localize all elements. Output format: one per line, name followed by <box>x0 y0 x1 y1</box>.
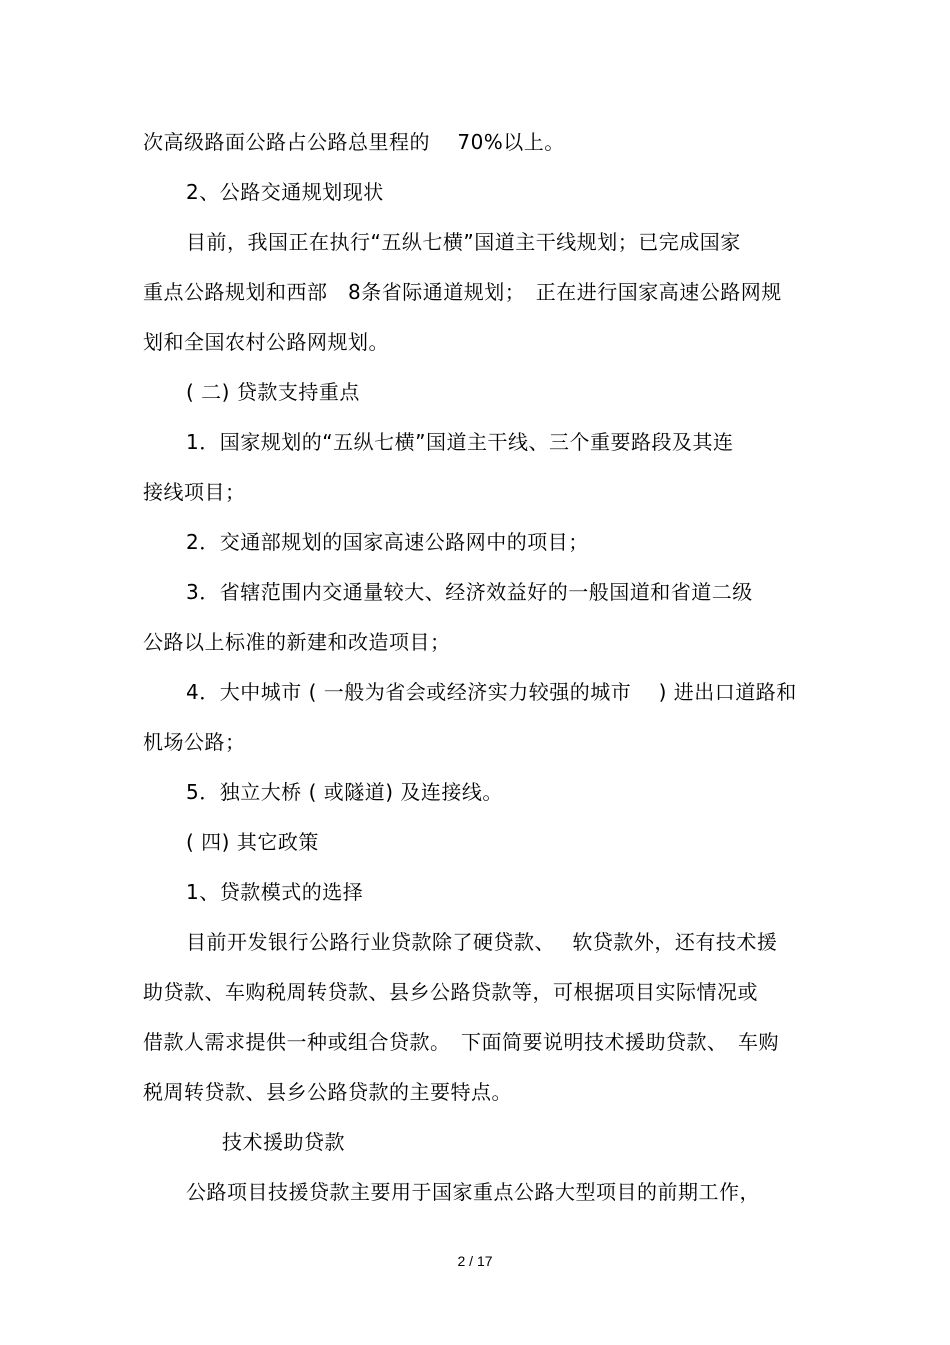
list-item: 5．独立大桥 ( 或隧道) 及连接线。 <box>186 780 503 804</box>
page-number: 2 / 17 <box>457 1253 493 1269</box>
section-heading: 1、贷款模式的选择 <box>186 880 364 904</box>
body-text-line: 目前，我国正在执行“五纵七横”国道主干线规划；已完成国家 <box>186 230 741 254</box>
body-text-line: 重点公路规划和西部 8条省际通道规划； 正在进行国家高速公路网规 <box>143 280 782 304</box>
list-item: 3．省辖范围内交通量较大、经济效益好的一般国道和省道二级 <box>186 580 753 604</box>
list-item: 1．国家规划的“五纵七横”国道主干线、三个重要路段及其连 <box>186 430 734 454</box>
list-item-continuation: 机场公路； <box>143 730 246 754</box>
list-item-continuation: 接线项目； <box>143 480 246 504</box>
body-text-line: 税周转贷款、县乡公路贷款的主要特点。 <box>143 1080 512 1104</box>
body-text-line: 目前开发银行公路行业贷款除了硬贷款、 软贷款外，还有技术援 <box>186 930 778 954</box>
section-heading: ( 二) 贷款支持重点 <box>186 380 360 404</box>
section-heading: ( 四) 其它政策 <box>186 830 319 854</box>
list-item: 4．大中城市 ( 一般为省会或经济实力较强的城市 ) 进出口道路和 <box>186 680 797 704</box>
subsection-heading: 技术援助贷款 <box>222 1130 345 1154</box>
body-text-line: 助贷款、车购税周转贷款、县乡公路贷款等，可根据项目实际情况或 <box>143 980 758 1004</box>
body-text-line: 借款人需求提供一种或组合贷款。 下面简要说明技术援助贷款、 车购 <box>143 1030 779 1054</box>
body-text-line: 次高级路面公路占公路总里程的 70%以上。 <box>143 130 565 154</box>
list-item-continuation: 公路以上标准的新建和改造项目； <box>143 630 451 654</box>
section-heading: 2、公路交通规划现状 <box>186 180 384 204</box>
list-item: 2．交通部规划的国家高速公路网中的项目； <box>186 530 589 554</box>
body-text-line: 划和全国农村公路网规划。 <box>143 330 389 354</box>
body-text-line: 公路项目技援贷款主要用于国家重点公路大型项目的前期工作， <box>186 1180 760 1204</box>
